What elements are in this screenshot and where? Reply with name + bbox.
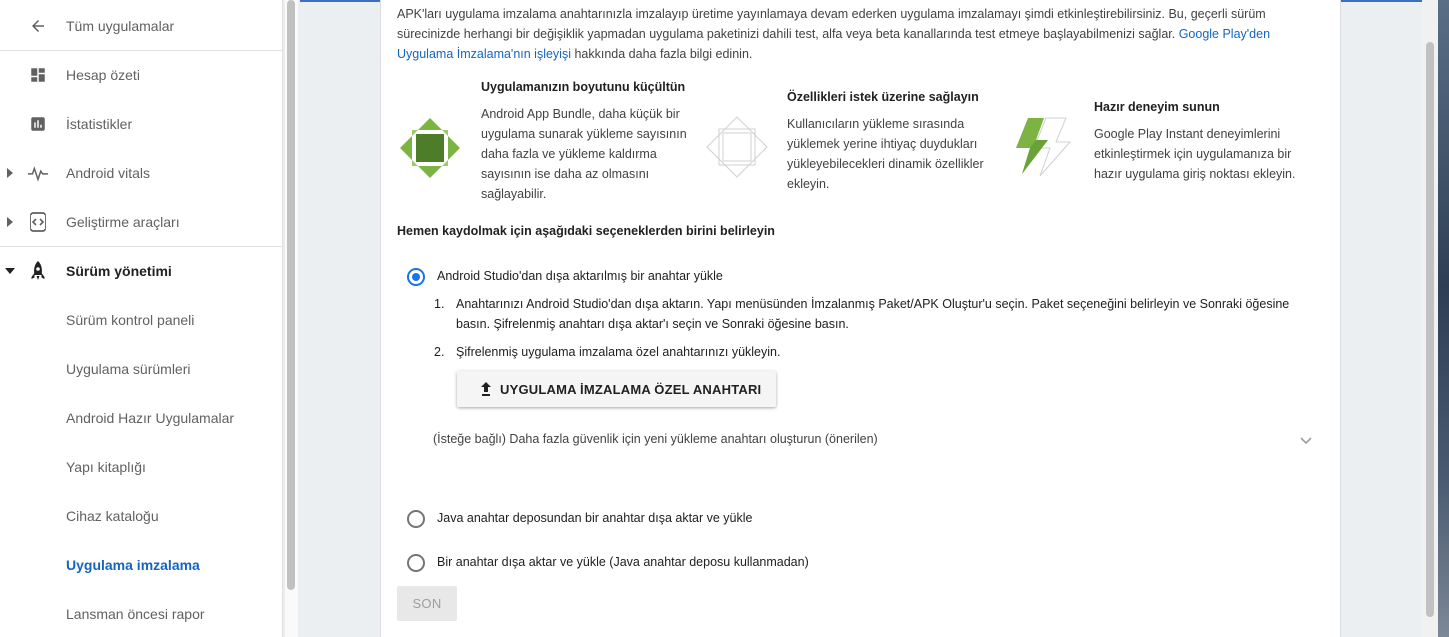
arrow-back-icon xyxy=(27,15,49,37)
intro-line xyxy=(397,44,1322,64)
radio-export-without-keystore[interactable] xyxy=(407,554,425,572)
sidebar-item-android-vitals[interactable] xyxy=(0,148,283,197)
radio-label[interactable]: Bir anahtar dışa aktar ve yükle (Java anahtar deposu kullanmadan) xyxy=(437,555,809,569)
enroll-section-title: Hemen kaydolmak için aşağıdaki seçeneklerden birini belirleyin xyxy=(397,224,775,238)
sidebar-item-dev-tools[interactable] xyxy=(0,197,283,246)
intro-text-segment: sürecinizde herhangi bir değişiklik yapmadan uygulama paketinizi dahili test, alfa veya beta kanallarında test etmeye başlayabilmenizi sağlar. xyxy=(397,27,1179,41)
sidebar-item-artifact-library[interactable] xyxy=(0,442,283,491)
sidebar-item-label: Uygulama sürümleri xyxy=(66,360,191,377)
bar-chart-icon xyxy=(27,113,49,135)
feature-desc-line: ekleyin. xyxy=(787,177,830,191)
upload-private-key-button[interactable] xyxy=(457,371,776,407)
dev-tools-icon xyxy=(27,211,49,233)
sidebar-item-label: Tüm uygulamalar xyxy=(66,17,175,34)
sidebar-item-label: Yapı kitaplığı xyxy=(66,458,146,475)
feature-desc-line: etkinleştirmek için uygulamanıza bir xyxy=(1094,147,1292,161)
chevron-down-icon[interactable] xyxy=(1299,434,1313,448)
intro-line: APK'ları uygulama imzalama anahtarınızla imzalayıp üretime yayınlamaya devam ederken uygulama imzalamayı şimdi etkinleştirebilirsiniz. Bu, geçerli sürüm xyxy=(397,7,1266,21)
sidebar-item-label: Android vitals xyxy=(66,164,151,181)
feature-desc-line: sağlayabilir. xyxy=(481,187,547,201)
optional-upload-key-toggle[interactable]: (İsteğe bağlı) Daha fazla güvenlik için yeni yükleme anahtarı oluşturun (önerilen) xyxy=(433,432,878,446)
sidebar-item-release-management[interactable] xyxy=(0,246,283,295)
feature-desc-line: sayısının ise daha az olmasını xyxy=(481,167,650,181)
caret-right-icon[interactable] xyxy=(5,217,15,227)
sidebar-item-statistics[interactable] xyxy=(0,99,283,148)
intro-text xyxy=(397,4,1322,64)
step-text xyxy=(456,342,780,362)
intro-line xyxy=(397,24,1322,44)
sidebar-item-label: Sürüm kontrol paneli xyxy=(66,311,195,328)
intro-text-segment: hakkında daha fazla bilgi edinin. xyxy=(570,47,753,61)
feature-desc-line: hazır uygulama giriş noktası ekleyin. xyxy=(1094,167,1296,181)
feature-desc-line: Android App Bundle, daha küçük bir xyxy=(481,107,680,121)
feature-desc-line: Kullanıcıların yükleme sırasında xyxy=(787,117,965,131)
feature-desc-line: uygulama sunarak yükleme sayısının xyxy=(481,127,687,141)
done-button[interactable]: SON xyxy=(397,586,457,621)
caret-right-icon[interactable] xyxy=(5,168,15,178)
sidebar-item-instant-apps[interactable] xyxy=(0,393,283,442)
instant-bolt-icon xyxy=(1012,116,1074,178)
radio-label[interactable]: Java anahtar deposundan bir anahtar dışa aktar ve yükle xyxy=(437,511,753,525)
page-scrollbar-thumb[interactable] xyxy=(1426,42,1434,617)
feature-desc xyxy=(481,104,687,204)
feature-desc-line: yükleyebilecekleri dinamik özellikler xyxy=(787,157,984,171)
pulse-icon xyxy=(27,162,49,184)
feature-title: Özellikleri istek üzerine sağlayın xyxy=(787,90,979,104)
step-number: 2. xyxy=(434,345,445,359)
sidebar-item-pre-launch-report[interactable] xyxy=(0,589,283,637)
app-bundle-icon xyxy=(399,117,461,179)
sidebar-item-label: Lansman öncesi rapor xyxy=(66,605,205,622)
sidebar-back-all-apps[interactable] xyxy=(0,1,283,50)
sidebar-item-label: Hesap özeti xyxy=(66,66,140,83)
learn-more-link[interactable]: Google Play'den xyxy=(1178,27,1271,41)
sidebar-item-label: Cihaz kataloğu xyxy=(66,507,159,524)
feature-desc-line: yüklemek yerine ihtiyaç duydukları xyxy=(787,137,978,151)
dashboard-icon xyxy=(27,64,49,86)
sidebar-scrollbar-thumb[interactable] xyxy=(287,0,295,590)
sidebar xyxy=(0,0,283,637)
radio-label[interactable]: Android Studio'dan dışa aktarılmış bir anahtar yükle xyxy=(437,269,723,283)
dynamic-feature-icon xyxy=(706,116,768,178)
feature-title: Uygulamanızın boyutunu küçültün xyxy=(481,80,686,94)
sidebar-item-label: Sürüm yönetimi xyxy=(66,262,172,279)
feature-title: Hazır deneyim sunun xyxy=(1094,100,1220,114)
sidebar-item-app-signing[interactable] xyxy=(0,540,283,589)
step-text-line: Şifrelenmiş uygulama imzalama özel anahtarınızı yükleyin. xyxy=(456,345,781,359)
sidebar-item-account-summary[interactable] xyxy=(0,50,283,99)
step-text-line: basın. Şifrelenmiş anahtarı dışa aktar'ı seçin ve Sonraki öğesine basın. xyxy=(456,317,849,331)
radio-java-keystore[interactable] xyxy=(407,510,425,528)
rocket-icon xyxy=(27,260,49,282)
feature-desc-line: Google Play Instant deneyimlerini xyxy=(1094,127,1281,141)
upload-button-label: UYGULAMA İMZALAMA ÖZEL ANAHTARI xyxy=(500,381,762,397)
feature-desc xyxy=(787,114,984,194)
sidebar-item-label: Geliştirme araçları xyxy=(66,213,180,230)
step-text-line: Anahtarınızı Android Studio'dan dışa aktarın. Yapı menüsünden İmzalanmış Paket/APK Oluştur'u seçin. Paket seçeneğini belirleyin ve Sonraki öğesine xyxy=(456,297,1290,311)
sidebar-item-app-releases[interactable] xyxy=(0,344,283,393)
desktop-background xyxy=(1438,0,1449,637)
feature-desc-line: daha fazla ve yükleme kaldırma xyxy=(481,147,657,161)
sidebar-item-label: Uygulama imzalama xyxy=(66,556,200,573)
step-number: 1. xyxy=(434,297,445,311)
sidebar-item-label: İstatistikler xyxy=(66,115,133,132)
sidebar-item-label: Android Hazır Uygulamalar xyxy=(66,409,235,426)
feature-desc xyxy=(1094,124,1295,184)
radio-android-studio-key[interactable] xyxy=(407,268,425,286)
sidebar-item-release-dashboard[interactable] xyxy=(0,295,283,344)
caret-down-icon[interactable] xyxy=(5,266,15,276)
sidebar-item-device-catalog[interactable] xyxy=(0,491,283,540)
learn-more-link-cont[interactable]: Uygulama İmzalama'nın işleyişi xyxy=(397,47,571,61)
step-text xyxy=(456,294,1289,334)
upload-icon xyxy=(477,380,495,398)
